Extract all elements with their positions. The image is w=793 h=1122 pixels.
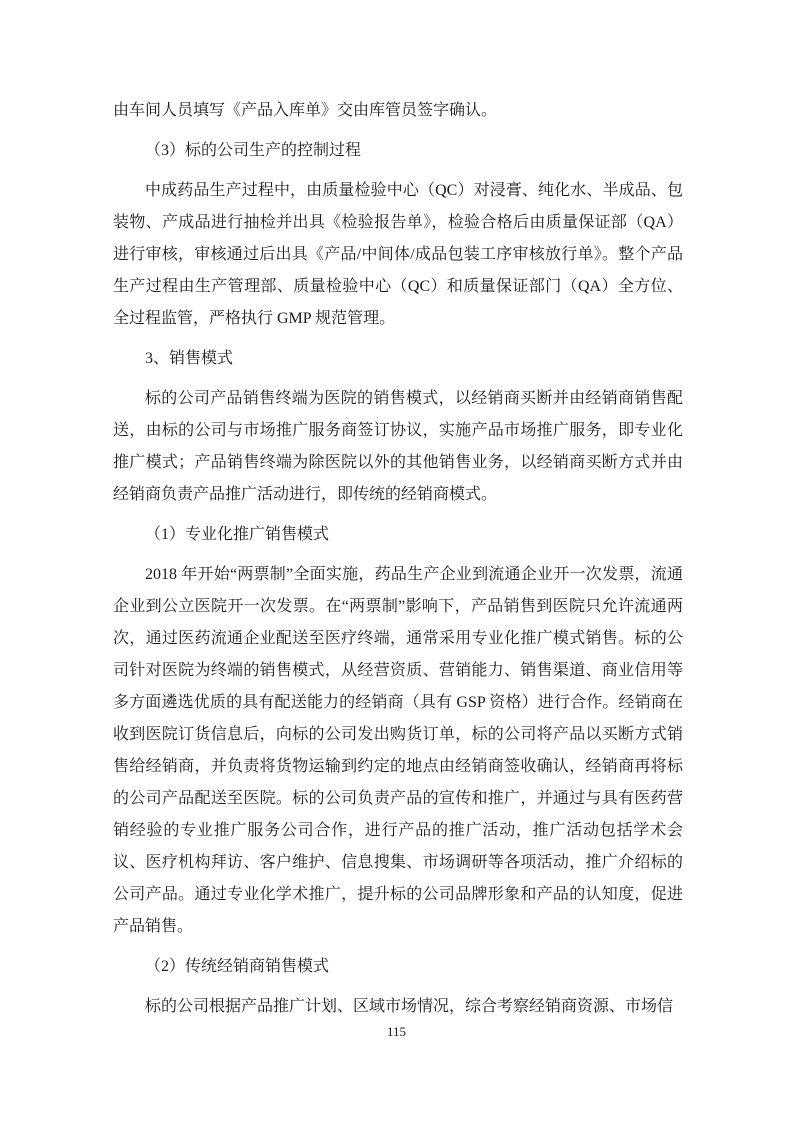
paragraph-professional-promotion-detail: 2018 年开始“两票制”全面实施，药品生产企业到流通企业开一次发票，流通企业到公立医院开一次发票。在“两票制”影响下，产品销售到医院只允许流通两次，通过医药流通企业配送至医疗终端，通常采用专业化推广模式销售。标的公司针对医院为终端的销售模式，从经营资质、营销能力、销售渠道、商业信用等多方面遴选优质的具有配送能力的经销商（具有 GSP 资格）进行合作。经销商在收到医院订货信息后，向标的公司发出购货订单，标的公司将产品以买断方式销售给经销商，并负责将货物运输到约定的地点由经销商签收确认，经销商再将标的公司产品配送至医院。标的公司负责产品的宣传和推广，并通过与具有医药营销经验的专业推广服务公司合作，进行产品的推广活动，推广活动包括学术会议、医疗机构拜访、客户维护、信息搜集、市场调研等各项活动，推广介绍标的公司产品。通过专业化学术推广，提升标的公司品牌形象和产品的认知度，促进产品销售。 [113,566,683,935]
paragraph-traditional-distributor-detail: 标的公司根据产品推广计划、区域市场情况，综合考察经销商资源、市场信 [145,998,674,1015]
paragraph-sales-model-overview: 标的公司产品销售终端为医院的销售模式，以经销商买断并由经销商销售配送，由标的公司与市场推广服务商签订协议，实施产品市场推广服务，即专业化推广模式；产品销售终端为除医院以外的其他销售业务，以经销商买断方式并由经销商负责产品推广活动进行，即传统的经销商模式。 [113,390,683,503]
heading-sales-model: 3、销售模式 [145,350,234,367]
paragraph-continuation: 由车间人员填写《产品入库单》交由库管员签字确认。 [113,102,498,119]
paragraph-qc-qa-control: 中成药品生产过程中，由质量检验中心（QC）对浸膏、纯化水、半成品、包装物、产成品进行抽检并出具《检验报告单》，检验合格后由质量保证部（QA）进行审核，审核通过后出具《产品/中间体/成品包装工序审核放行单》。整个产品生产过程由生产管理部、质量检验中心（QC）和质量保证部门（QA）全方位、全过程监管，严格执行 GMP 规范管理。 [113,182,683,327]
heading-traditional-distributor-model: （2）传统经销商销售模式 [145,958,330,975]
page-number: 115 [386,1024,407,1039]
heading-professional-promotion-model: （1）专业化推广销售模式 [145,526,330,543]
heading-production-control-process: （3）标的公司生产的控制过程 [145,142,362,159]
